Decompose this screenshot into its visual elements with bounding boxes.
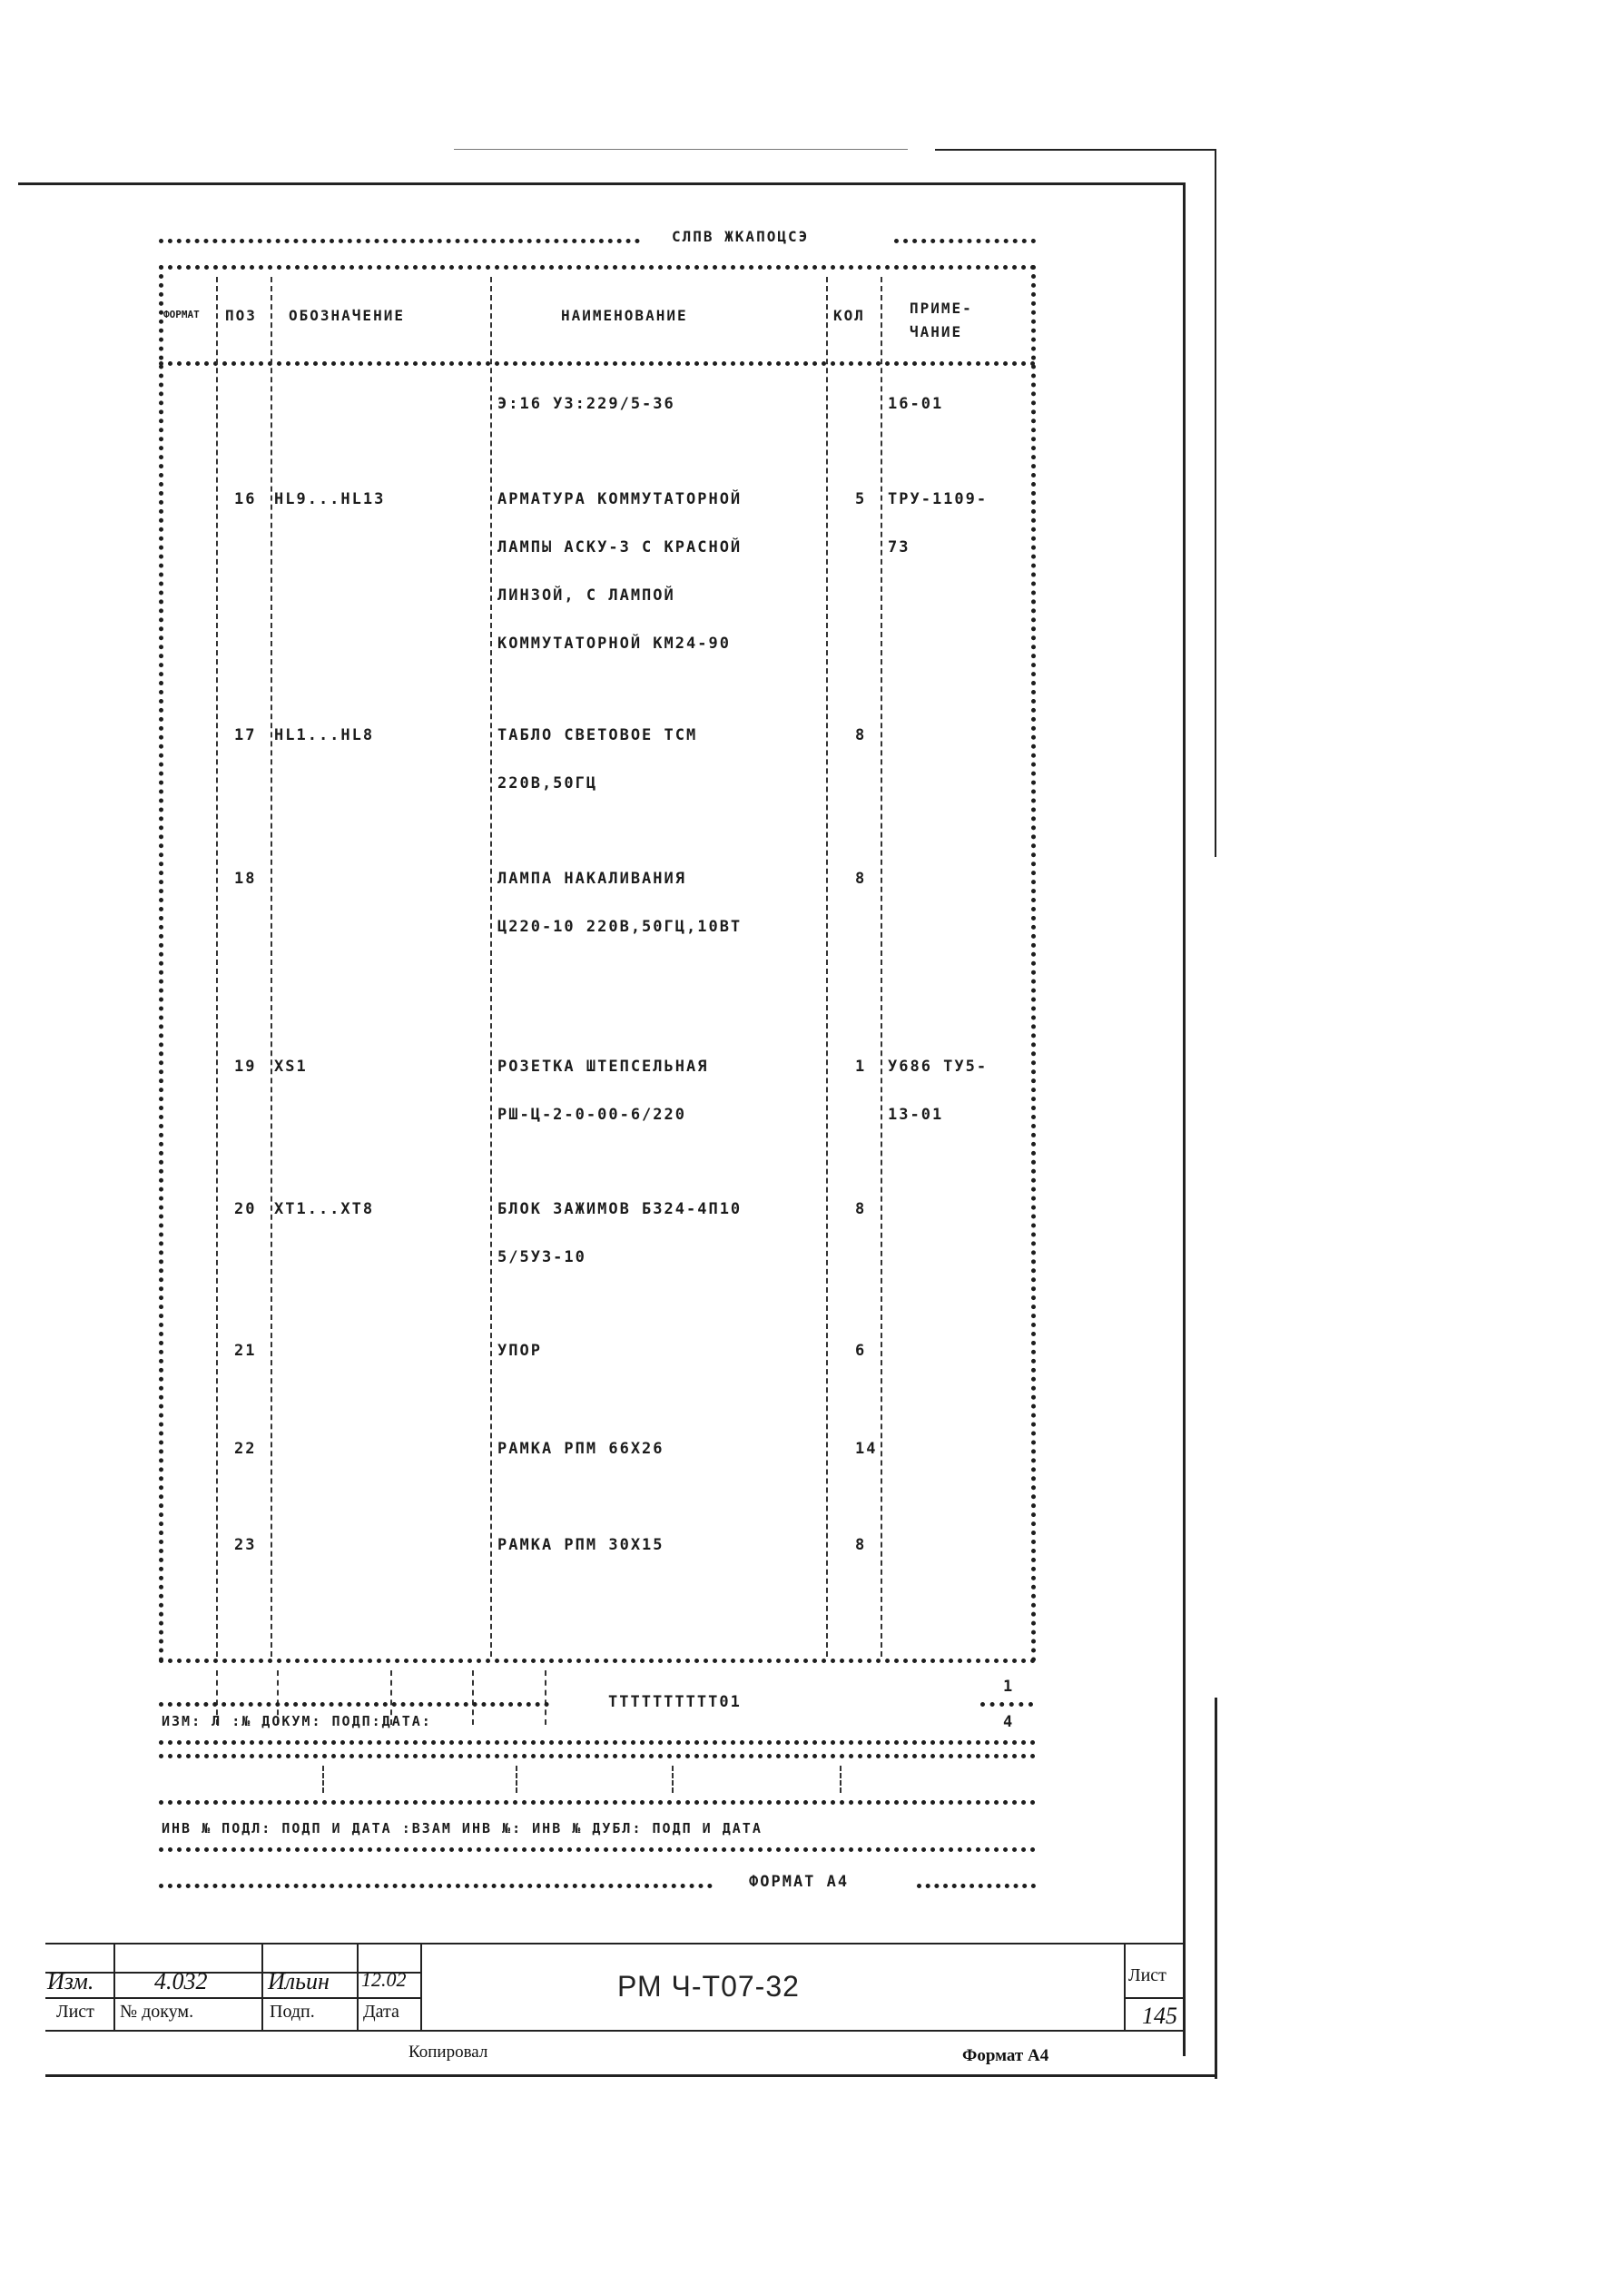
footer-code: ТТТТТТТТТТ01 [608, 1693, 742, 1711]
row-qty: 14 [855, 1440, 878, 1458]
tb-row-3 [45, 2030, 1185, 2032]
row-name-line: РШ-Ц-2-0-00-6/220 [497, 1106, 686, 1124]
tb-v3 [357, 1943, 359, 2030]
row-pos: 19 [234, 1058, 257, 1076]
table-left-border [159, 265, 163, 1663]
row-qty: 8 [855, 1200, 867, 1218]
col-sep-5 [881, 277, 882, 1657]
row-qty: 6 [855, 1342, 867, 1360]
row-name-line: Ц220-10 220В,50ГЦ,10ВТ [497, 918, 743, 936]
sig-sep-2 [516, 1766, 517, 1793]
row-note-line: 16-01 [888, 395, 944, 413]
sig-sep-3 [672, 1766, 674, 1793]
row-name-line: ЛАМПЫ АСКУ-3 С КРАСНОЙ [497, 538, 743, 556]
tb-sep-e [545, 1670, 546, 1725]
row-pos: 18 [234, 870, 257, 888]
row-qty: 8 [855, 1536, 867, 1554]
sheet-label: 1 [1003, 1678, 1015, 1696]
row-name-line: 220В,50ГЦ [497, 774, 598, 793]
table-bottom-rule [159, 1659, 1036, 1663]
header-qty: КОЛ [833, 307, 865, 324]
tb-v1 [113, 1943, 115, 2030]
row-note-line: У686 ТУ5- [888, 1058, 989, 1076]
tb-row-2 [45, 1997, 422, 1999]
tb-v4 [420, 1943, 422, 2030]
row-pos: 21 [234, 1342, 257, 1360]
format-rule-left [159, 1884, 713, 1888]
frame-right-border [1183, 182, 1186, 2056]
header-bottom-rule [159, 361, 1036, 366]
row-designation: XT1...XT8 [274, 1200, 375, 1218]
stamp-copied: Копировал [408, 2043, 488, 2062]
row-name-line: РОЗЕТКА ШТЕПСЕЛЬНАЯ [497, 1058, 709, 1076]
row-name-line: УПОР [497, 1342, 542, 1360]
frame-top-border [18, 182, 1185, 185]
header-pos: ПОЗ [225, 307, 257, 324]
tb-bottom-rule-2 [159, 1754, 1036, 1758]
row-name-line: ЛИНЗОЙ, С ЛАМПОЙ [497, 586, 675, 605]
row-pos: 20 [234, 1200, 257, 1218]
row-qty: 8 [855, 726, 867, 744]
row-qty: 5 [855, 490, 867, 508]
tb-v5 [1124, 1943, 1126, 2030]
stamp-sign: Ильин [268, 1968, 330, 1994]
stamp-izm: Изм. [47, 1968, 94, 1994]
row-name-line: АРМАТУРА КОММУТАТОРНОЙ [497, 490, 743, 508]
sig-sep-1 [322, 1766, 324, 1793]
footer-labels: ИЗМ: Л :№ ДОКУМ: ПОДП:ДАТА: [162, 1713, 432, 1729]
stamp-col-date: Дата [363, 2002, 399, 2022]
header-note-1: ПРИМЕ- [910, 300, 973, 317]
stamp-sheet-header: Лист [1128, 1965, 1166, 1985]
row-name-line: РАМКА РПМ 66X26 [497, 1440, 664, 1458]
stamp-col-docnum: № докум. [120, 2002, 194, 2022]
stamp-doc-num: 4.032 [154, 1968, 208, 1994]
row-name-line: ТАБЛО СВЕТОВОЕ ТСМ [497, 726, 698, 744]
table-right-border [1031, 265, 1036, 1663]
header-name: НАИМЕНОВАНИЕ [561, 307, 688, 324]
stamp-format: Формат А4 [962, 2046, 1049, 2065]
row-note-line: 13-01 [888, 1106, 944, 1124]
frame-bottom-border [45, 2074, 1216, 2077]
frame-right-outer-fragment [1215, 149, 1216, 857]
row-name-line: ЛАМПА НАКАЛИВАНИЯ [497, 870, 686, 888]
sheet-mid-rule [980, 1702, 1033, 1707]
bottom-row-text: ИНВ № ПОДЛ: ПОДП И ДАТА :ВЗАМ ИНВ №: ИНВ № ДУБЛ: ПОДП И ДАТА [162, 1820, 763, 1836]
col-sep-2 [271, 277, 272, 1657]
frame-right-outer-lower [1215, 1698, 1217, 2079]
bottom-row-rule [159, 1847, 1036, 1852]
sig-row-rule [159, 1800, 1036, 1805]
header-note-2: ЧАНИЕ [910, 323, 963, 340]
row-designation: HL1...HL8 [274, 726, 375, 744]
row-name-line: 5/5УЗ-10 [497, 1248, 586, 1266]
frame-top-left-fragment [454, 149, 908, 150]
row-name-line: РАМКА РПМ 30X15 [497, 1536, 664, 1554]
format-caption: ФОРМАТ А4 [749, 1873, 850, 1891]
row-pos: 22 [234, 1440, 257, 1458]
row-qty: 1 [855, 1058, 867, 1076]
stamp-date: 12.02 [361, 1968, 407, 1991]
tb-row-2-right [1124, 1997, 1185, 1999]
col-sep-4 [826, 277, 828, 1657]
tb-mid-rule [159, 1702, 549, 1707]
row-note-line: 73 [888, 538, 910, 556]
row-pos: 17 [234, 726, 257, 744]
col-sep-3 [490, 277, 492, 1657]
top-caption: СЛПВ ЖКАПОЦСЭ [672, 228, 810, 245]
format-rule-right [917, 1884, 1036, 1888]
row-pos: 23 [234, 1536, 257, 1554]
row-name-line: БЛОК ЗАЖИМОВ БЗ24-4П10 [497, 1200, 743, 1218]
tb-sep-d [472, 1670, 474, 1725]
caption-rule-right [894, 239, 1036, 243]
tb-bottom-rule [159, 1740, 1036, 1745]
stamp-sheet-value: 145 [1142, 2003, 1177, 2029]
row-name-line: Э:16 УЗ:229/5-36 [497, 395, 675, 413]
header-format: ФОРМАТ [163, 309, 200, 320]
row-name-line: КОММУТАТОРНОЙ КМ24-90 [497, 635, 731, 653]
row-designation: XS1 [274, 1058, 308, 1076]
tb-top [45, 1943, 1185, 1944]
row-qty: 8 [855, 870, 867, 888]
header-designation: ОБОЗНАЧЕНИЕ [289, 307, 405, 324]
row-pos: 16 [234, 490, 257, 508]
sheet-num: 4 [1003, 1713, 1015, 1731]
tb-v2 [261, 1943, 263, 2030]
col-sep-1 [216, 277, 218, 1657]
stamp-col-list: Лист [56, 2002, 94, 2022]
row-designation: HL9...HL13 [274, 490, 386, 508]
header-top-rule [159, 265, 1036, 270]
frame-top-right-fragment [935, 149, 1216, 151]
caption-rule-left [159, 239, 640, 243]
sig-sep-4 [840, 1766, 842, 1793]
stamp-col-sign: Подп. [270, 2002, 315, 2022]
document-code: РМ Ч-Т07-32 [617, 1970, 800, 2003]
row-note-line: ТРУ-1109- [888, 490, 989, 508]
